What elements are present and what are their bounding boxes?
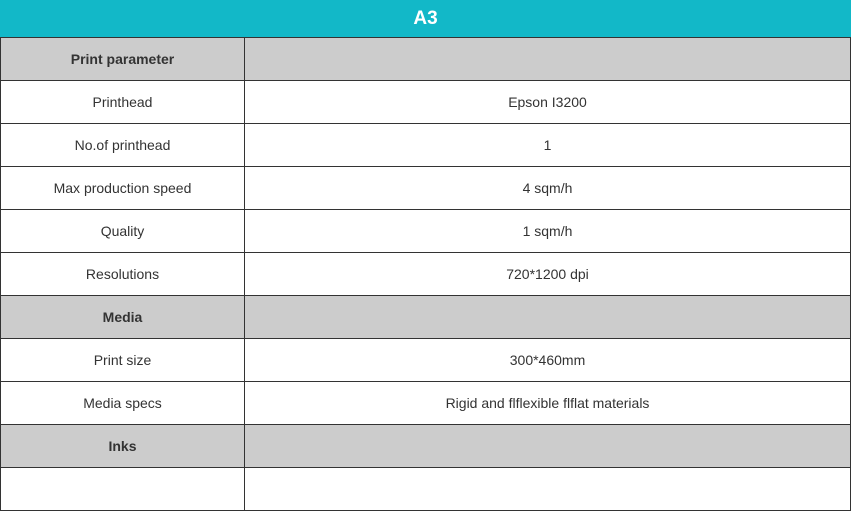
section-row-print-parameter [1,38,851,81]
table-row-partial [1,468,851,511]
title-row [1,1,851,38]
row-label: Inks [1,425,245,468]
row-value [245,38,851,81]
table-row-max-production-speed [1,167,851,210]
table-row-quality [1,210,851,253]
row-label: Print size [1,339,245,382]
table-row-printhead [1,81,851,124]
table-row-print-size [1,339,851,382]
table-row-no-of-printhead [1,124,851,167]
table-row-media-specs [1,382,851,425]
row-label: Media [1,296,245,339]
row-value: 1 sqm/h [245,210,851,253]
row-label: Printhead [1,81,245,124]
row-label [1,468,245,511]
row-value: 300*460mm [245,339,851,382]
table-title: A3 [1,1,851,38]
row-value: Rigid and flflexible flflat materials [245,382,851,425]
row-value [245,425,851,468]
row-value: 1 [245,124,851,167]
row-value [245,468,851,511]
row-label: No.of printhead [1,124,245,167]
row-value: Epson I3200 [245,81,851,124]
row-value: 4 sqm/h [245,167,851,210]
row-value: 720*1200 dpi [245,253,851,296]
row-label: Max production speed [1,167,245,210]
section-row-media [1,296,851,339]
row-label: Print parameter [1,38,245,81]
row-label: Quality [1,210,245,253]
table-row-resolutions [1,253,851,296]
row-label: Media specs [1,382,245,425]
row-label: Resolutions [1,253,245,296]
row-value [245,296,851,339]
section-row-inks [1,425,851,468]
